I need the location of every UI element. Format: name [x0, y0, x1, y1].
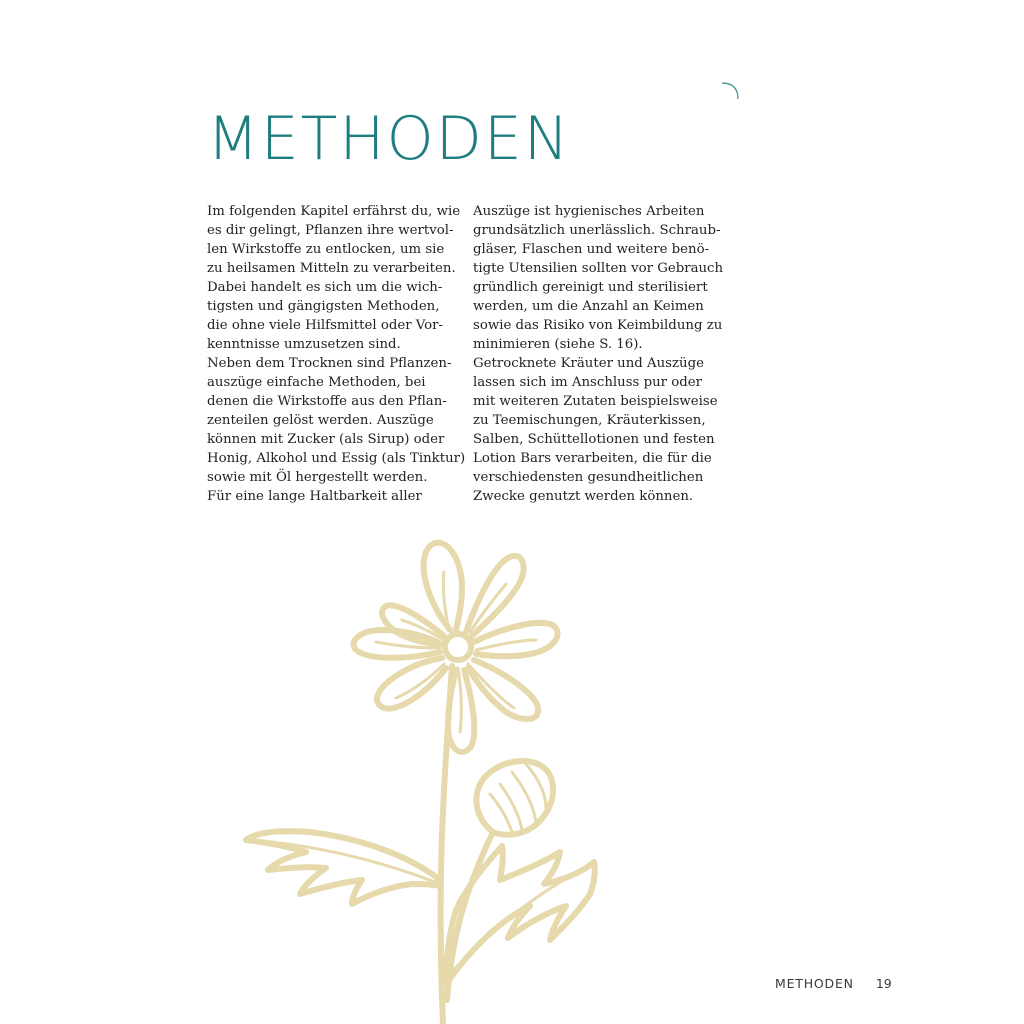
text-line: Salben, Schüttellotionen und festen: [473, 432, 715, 447]
text-line: Für eine lange Haltbarkeit aller: [207, 489, 422, 504]
page-title: METHODEN: [207, 104, 571, 174]
text-line: zu Teemischungen, Kräuterkissen,: [473, 413, 706, 428]
text-line: minimieren (siehe S. 16).: [473, 337, 643, 352]
text-line: zenteilen gelöst werden. Auszüge: [207, 413, 434, 428]
text-line: len Wirkstoffe zu entlocken, um sie: [207, 242, 445, 257]
text-line: Im folgenden Kapitel erfährst du, wie: [207, 204, 461, 219]
flower-petals: [354, 543, 558, 752]
text-line: verschiedensten gesundheitlichen: [473, 470, 704, 485]
text-line: werden, um die Anzahl an Keimen: [473, 299, 704, 314]
flower-bud: [476, 761, 553, 835]
text-line: tigte Utensilien sollten vor Gebrauch: [473, 261, 724, 276]
text-line: auszüge einfache Methoden, bei: [207, 375, 426, 390]
text-line: Getrocknete Kräuter und Auszüge: [473, 356, 704, 371]
text-line: gläser, Flaschen und weitere benö-: [473, 242, 710, 257]
text-line: zu heilsamen Mitteln zu verarbeiten.: [207, 261, 456, 276]
text-line: Dabei handelt es sich um die wich-: [207, 280, 443, 295]
text-line: Honig, Alkohol und Essig (als Tinktur): [207, 451, 466, 466]
flower-centre: [445, 634, 471, 660]
page-number: 19: [875, 976, 892, 991]
text-line: die ohne viele Hilfsmittel oder Vor-: [207, 318, 444, 333]
text-line: Lotion Bars verarbeiten, die für die: [473, 451, 712, 466]
left-leaf: [246, 831, 440, 904]
text-line: sowie mit Öl hergestellt werden.: [207, 470, 428, 485]
text-line: gründlich gereinigt und sterilisiert: [473, 280, 708, 295]
text-line: denen die Wirkstoffe aus den Pflan-: [207, 394, 447, 409]
text-line: tigsten und gängigsten Methoden,: [207, 299, 440, 314]
text-line: grundsätzlich unerlässlich. Schraub-: [473, 223, 721, 238]
text-line: Zwecke genutzt werden können.: [473, 489, 694, 504]
text-line: es dir gelingt, Pflanzen ihre wertvol-: [207, 223, 454, 238]
right-leaf: [446, 846, 595, 984]
text-line: können mit Zucker (als Sirup) oder: [207, 432, 445, 447]
text-line: Neben dem Trocknen sind Pflanzen-: [207, 356, 452, 371]
text-line: sowie das Risiko von Keimbildung zu: [473, 318, 723, 333]
text-line: lassen sich im Anschluss pur oder: [473, 375, 702, 390]
text-line: kenntnisse umzusetzen sind.: [207, 337, 401, 352]
text-line: Auszüge ist hygienisches Arbeiten: [473, 204, 705, 219]
text-line: mit weiteren Zutaten beispielsweise: [473, 394, 718, 409]
footer-section-label: METHODEN: [775, 976, 854, 991]
page-footer: [775, 976, 892, 991]
